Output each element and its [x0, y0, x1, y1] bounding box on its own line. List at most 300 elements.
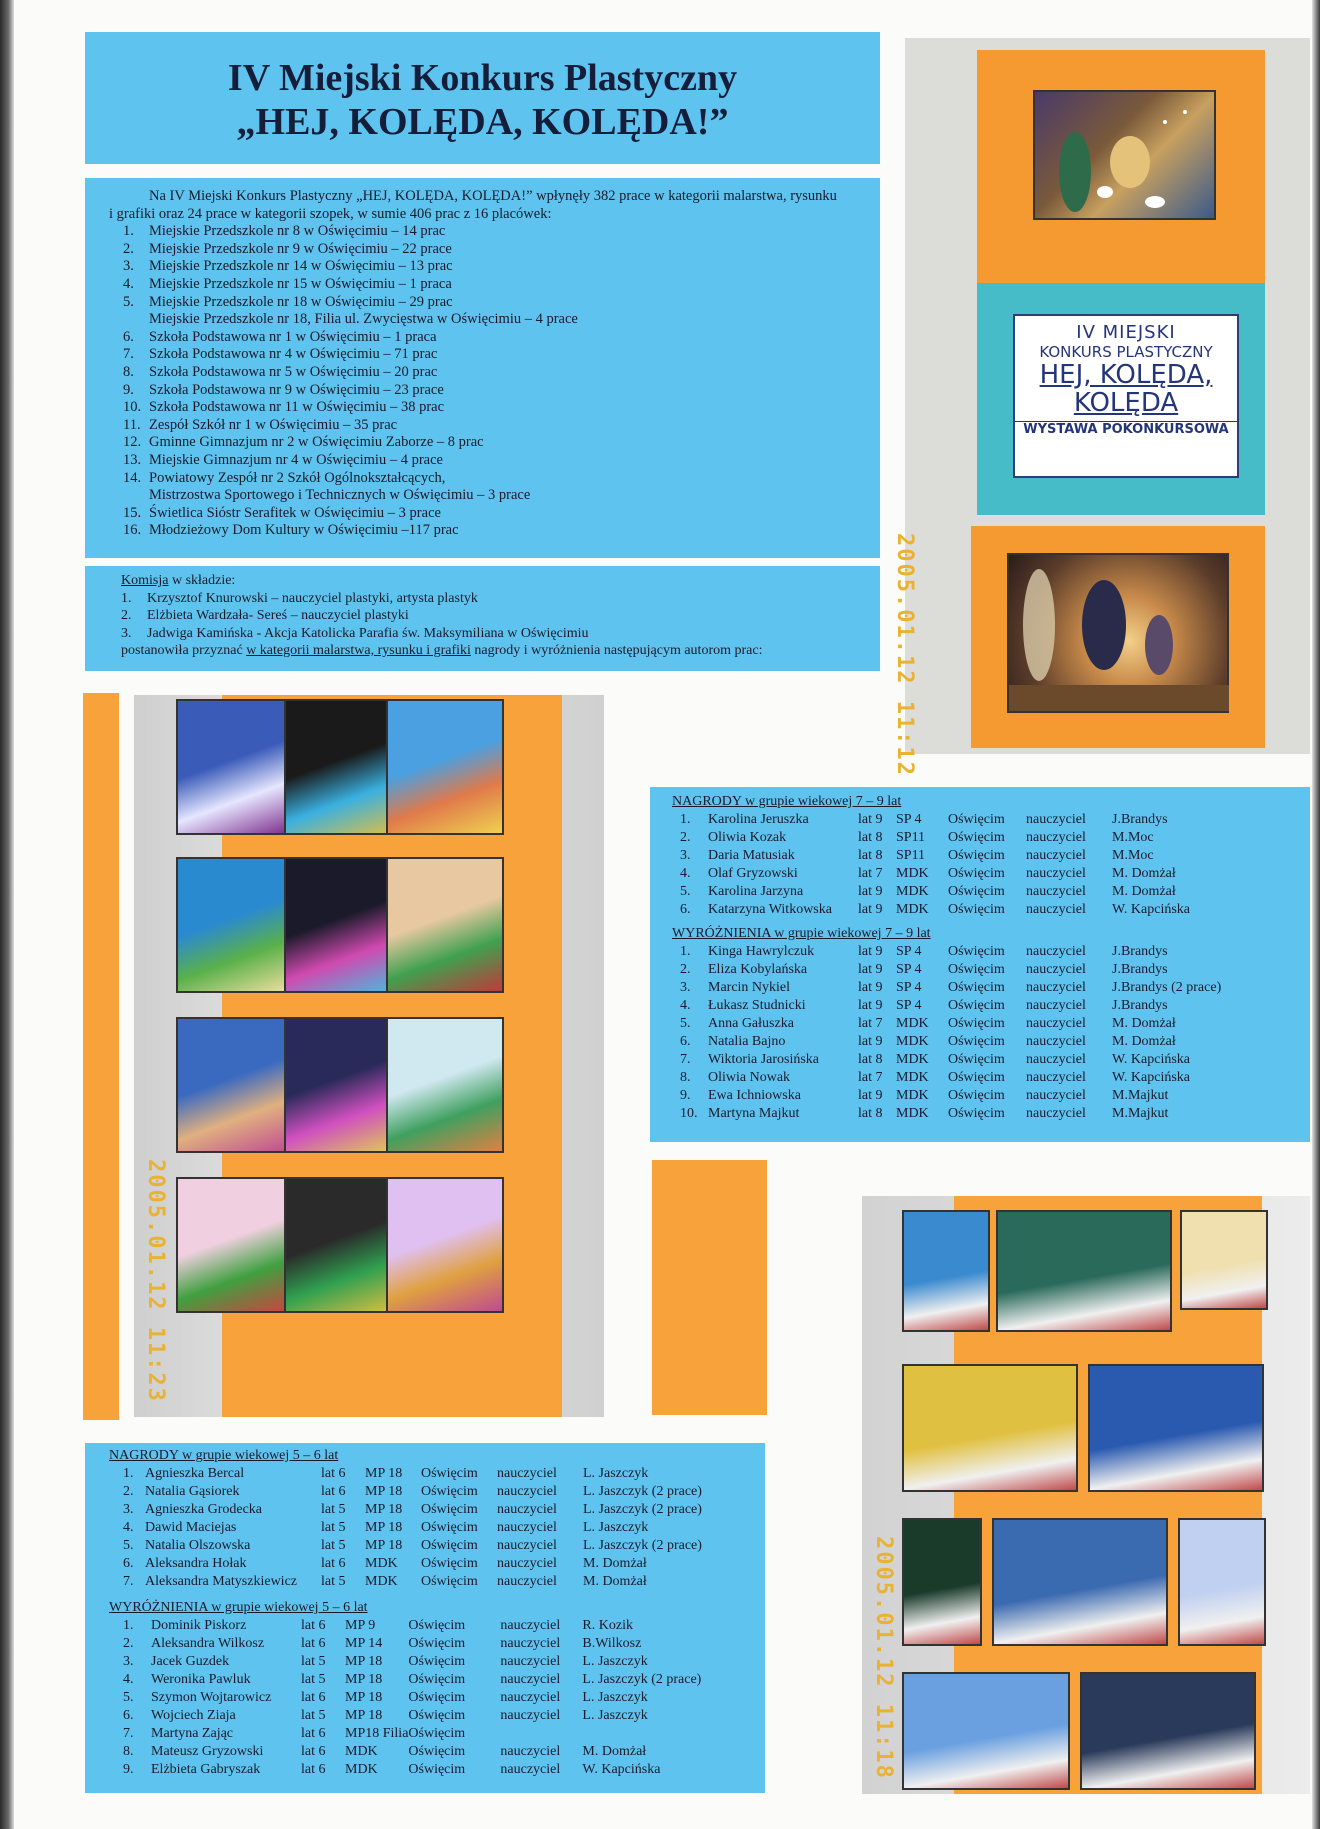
table-cell: SP 4	[896, 944, 922, 959]
table-cell: Oświęcim	[948, 1052, 1005, 1067]
photo-date-stamp-1: 2005.01.12 11:12	[892, 533, 917, 777]
table-cell: L. Jaszczyk (2 prace)	[583, 1538, 702, 1553]
table-cell: Dawid Maciejas	[145, 1520, 237, 1535]
photo-exhibition-center-left	[134, 695, 604, 1417]
list-item	[121, 607, 880, 625]
list-item	[123, 258, 880, 276]
table-cell: lat 9	[858, 1034, 883, 1049]
table-cell: 1.	[680, 944, 691, 959]
table-cell: Kinga Hawrylczuk	[708, 944, 815, 959]
list-item-text: Mistrzostwa Sportowego i Technicznych w Oświęcimiu – 3 prace	[149, 487, 531, 504]
table-cell: Oświęcim	[421, 1574, 478, 1589]
table-row	[123, 1671, 742, 1689]
child-painting	[284, 1017, 402, 1153]
table-row	[123, 1689, 742, 1707]
table-cell: nauczyciel	[500, 1690, 561, 1705]
table-cell: Dominik Piskorz	[151, 1618, 247, 1633]
table-cell: 4.	[680, 998, 691, 1013]
list-item-text: Miejskie Przedszkole nr 18, Filia ul. Zwycięstwa w Oświęcimiu – 4 prace	[149, 311, 578, 328]
list-item-text: Miejskie Przedszkole nr 9 w Oświęcimiu – 22 prace	[149, 240, 452, 257]
painting-nativity-1	[1033, 90, 1216, 220]
table-cell: Oświęcim	[421, 1484, 478, 1499]
child-painting	[176, 1017, 294, 1153]
table-cell: Oświęcim	[408, 1690, 466, 1705]
table-cell: Martyna Majkut	[708, 1106, 800, 1121]
list-item-text: Miejskie Przedszkole nr 15 w Oświęcimiu – 1 praca	[149, 275, 452, 292]
table-cell: SP 4	[896, 980, 922, 995]
table-cell: Aleksandra Hołak	[145, 1556, 247, 1571]
table-cell: nauczyciel	[1026, 1088, 1086, 1103]
table-cell: 8.	[680, 1070, 691, 1085]
list-item	[123, 434, 880, 452]
list-item-number: 6.	[123, 328, 134, 345]
table-cell: 6.	[123, 1708, 134, 1723]
table-cell: SP11	[896, 830, 926, 845]
table-cell: Oświęcim	[421, 1520, 478, 1535]
table-cell: Oświęcim	[948, 830, 1005, 845]
table-cell: 7.	[680, 1052, 691, 1067]
table-cell: SP 4	[896, 962, 922, 977]
child-painting	[176, 1177, 294, 1313]
child-painting	[902, 1672, 1070, 1790]
table-cell: 4.	[680, 866, 691, 881]
table-cell: nauczyciel	[1026, 1106, 1086, 1121]
list-item	[123, 452, 880, 470]
table-cell: nauczyciel	[1026, 848, 1086, 863]
poster-line-1: IV MIEJSKI	[1076, 322, 1176, 343]
table-cell: Oświęcim	[408, 1654, 466, 1669]
child-painting	[176, 699, 294, 835]
table-row	[680, 847, 1282, 865]
table-cell: lat 8	[858, 1052, 883, 1067]
list-item-text: Szkoła Podstawowa nr 4 w Oświęcimiu – 71 prac	[149, 346, 438, 363]
table-cell: Eliza Kobylańska	[708, 962, 808, 977]
table-row	[680, 901, 1282, 919]
table-row	[680, 829, 1282, 847]
table-cell: 6.	[680, 902, 691, 917]
table-cell: Olaf Gryzowski	[708, 866, 798, 881]
table-cell: Oświęcim	[408, 1672, 466, 1687]
photo-exhibition-bottom-right	[862, 1196, 1310, 1794]
photo-exhibition-top-right	[892, 38, 1310, 777]
list-item-text: Miejskie Przedszkole nr 8 w Oświęcimiu – 14 prac	[149, 223, 446, 240]
list-item-number: 14.	[123, 469, 142, 486]
list-item	[121, 625, 880, 643]
table-cell: M. Domżał	[1112, 866, 1176, 881]
list-item-number: 15.	[123, 504, 142, 521]
table-row	[680, 1051, 1282, 1069]
table-cell: M.Majkut	[1112, 1106, 1169, 1121]
table-row	[123, 1617, 742, 1635]
table-row	[123, 1573, 753, 1591]
table-cell: Oświęcim	[408, 1726, 466, 1741]
table-cell: Daria Matusiak	[708, 848, 795, 863]
table-cell: 5.	[680, 884, 691, 899]
table-cell: Oświęcim	[421, 1502, 478, 1517]
table-cell: nauczyciel	[1026, 1034, 1086, 1049]
list-item	[123, 346, 880, 364]
table-cell: lat 6	[321, 1556, 346, 1571]
child-painting	[1180, 1210, 1268, 1310]
table-cell: 5.	[680, 1016, 691, 1031]
table-cell: Oświęcim	[408, 1618, 466, 1633]
list-item-number: 8.	[123, 363, 134, 380]
table-cell: lat 8	[858, 848, 883, 863]
table-cell: nauczyciel	[500, 1744, 561, 1759]
table-cell: Aleksandra Matyszkiewicz	[145, 1574, 297, 1589]
binder-edge	[0, 0, 14, 1829]
table-row	[680, 811, 1282, 829]
photo-date-stamp-3: 2005.01.12 11:18	[871, 1536, 896, 1780]
table-cell: lat 5	[321, 1502, 346, 1517]
table-cell: MDK	[896, 1034, 929, 1049]
table-cell: W. Kapcińska	[1112, 1052, 1191, 1067]
table-row	[123, 1761, 742, 1779]
table-cell: 2.	[680, 962, 691, 977]
table-cell: M.Moc	[1112, 848, 1154, 863]
table-cell: nauczyciel	[500, 1708, 561, 1723]
table-row	[680, 1087, 1282, 1105]
table-cell: MDK	[345, 1762, 378, 1777]
table-cell: J.Brandys (2 prace)	[1112, 980, 1222, 995]
table-cell: Anna Gałuszka	[708, 1016, 794, 1031]
table-cell: B.Wilkosz	[582, 1636, 642, 1651]
distinctions-5-6-table	[123, 1617, 742, 1779]
table-cell: Natalia Gąsiorek	[145, 1484, 240, 1499]
table-cell: Mateusz Gryzowski	[151, 1744, 264, 1759]
list-item-text: Zespół Szkół nr 1 w Oświęcimiu – 35 prac	[149, 416, 398, 433]
table-row	[123, 1653, 742, 1671]
table-cell: Oświęcim	[421, 1466, 478, 1481]
table-row	[123, 1465, 753, 1483]
table-cell: Wojciech Ziaja	[151, 1708, 236, 1723]
table-cell: nauczyciel	[500, 1672, 561, 1687]
table-cell: Marcin Nykiel	[708, 980, 791, 995]
child-painting	[992, 1518, 1168, 1646]
child-painting	[284, 1177, 402, 1313]
table-cell: lat 6	[301, 1762, 326, 1777]
table-cell: M.Majkut	[1112, 1088, 1169, 1103]
table-cell: 4.	[123, 1672, 134, 1687]
table-cell: lat 5	[321, 1574, 346, 1589]
list-item	[121, 590, 880, 608]
list-item	[123, 522, 880, 540]
photo-date-stamp-2: 2005.01.12 11:23	[143, 1159, 168, 1403]
table-cell: L. Jaszczyk (2 prace)	[583, 1502, 702, 1517]
child-painting	[386, 857, 504, 993]
table-cell: Jacek Guzdek	[151, 1654, 230, 1669]
table-cell: lat 6	[301, 1744, 326, 1759]
table-cell: Szymon Wojtarowicz	[151, 1690, 272, 1705]
distinctions-7-9-table	[680, 943, 1282, 1123]
list-item	[123, 505, 880, 523]
table-cell: nauczyciel	[500, 1762, 561, 1777]
table-cell: lat 5	[321, 1538, 346, 1553]
distinctions-5-6-heading: WYRÓŻNIENIA w grupie wiekowej 5 – 6 lat	[109, 1600, 368, 1615]
table-cell: MDK	[896, 866, 929, 881]
list-item	[123, 223, 880, 241]
table-row	[123, 1743, 742, 1761]
table-cell: MDK	[896, 1106, 929, 1121]
list-item-number: 2.	[123, 240, 134, 257]
table-row	[680, 1033, 1282, 1051]
child-painting	[386, 1017, 504, 1153]
child-painting	[1080, 1672, 1256, 1790]
table-cell: MP 9	[345, 1618, 376, 1633]
table-cell: M. Domżał	[1112, 884, 1176, 899]
table-cell: MP 18	[345, 1690, 383, 1705]
table-cell: lat 6	[301, 1618, 326, 1633]
committee-heading-word: Komisja	[121, 573, 169, 588]
table-cell: MP 18	[365, 1484, 403, 1499]
table-cell: J.Brandys	[1112, 962, 1168, 977]
table-cell: Oświęcim	[948, 998, 1005, 1013]
table-cell: 9.	[123, 1762, 134, 1777]
table-cell: nauczyciel	[1026, 998, 1086, 1013]
table-cell: M.Moc	[1112, 830, 1154, 845]
list-item-text: Miejskie Gimnazjum nr 4 w Oświęcimiu – 4 prace	[149, 451, 443, 468]
table-cell: 1.	[123, 1618, 134, 1633]
table-cell: lat 8	[858, 830, 883, 845]
list-item-number: 10.	[123, 399, 142, 416]
table-cell: MP18 Filia	[345, 1726, 409, 1741]
table-cell: 4.	[123, 1520, 134, 1535]
table-cell: lat 5	[301, 1708, 326, 1723]
list-item-text: Szkoła Podstawowa nr 9 w Oświęcimiu – 23 prace	[149, 381, 444, 398]
table-cell: MDK	[896, 902, 929, 917]
table-row	[123, 1537, 753, 1555]
table-cell: MP 18	[365, 1502, 403, 1517]
table-cell: 3.	[680, 848, 691, 863]
list-item-number: 9.	[123, 381, 134, 398]
list-item-number	[123, 311, 149, 329]
table-row	[680, 865, 1282, 883]
closing-c: nagrody i wyróżnienia następującym autorom prac:	[470, 643, 763, 658]
table-cell: lat 9	[858, 944, 883, 959]
poster-line-4: KOLĘDA	[1073, 388, 1179, 418]
table-cell: 7.	[123, 1574, 134, 1589]
table-row	[123, 1555, 753, 1573]
table-cell: lat 5	[321, 1520, 346, 1535]
table-cell: SP 4	[896, 998, 922, 1013]
table-cell: nauczyciel	[500, 1636, 561, 1651]
list-item	[123, 382, 880, 400]
nativity-drawing-1	[1035, 92, 1215, 218]
table-cell: 5.	[123, 1538, 134, 1553]
table-cell: nauczyciel	[500, 1654, 561, 1669]
child-painting	[1088, 1364, 1264, 1492]
list-item-text: Miejskie Przedszkole nr 18 w Oświęcimiu – 29 prac	[149, 293, 453, 310]
table-cell: nauczyciel	[497, 1538, 557, 1553]
table-cell: Oświęcim	[408, 1762, 466, 1777]
table-cell: W. Kapcińska	[1112, 902, 1191, 917]
table-cell: 6.	[123, 1556, 134, 1571]
list-item-number: 1.	[121, 590, 132, 606]
list-item-text: Młodzieżowy Dom Kultury w Oświęcimiu –117 prac	[149, 522, 459, 539]
table-cell: nauczyciel	[497, 1502, 557, 1517]
table-cell	[582, 1725, 742, 1743]
list-item-number: 5.	[123, 293, 134, 310]
table-cell: MDK	[345, 1744, 378, 1759]
closing-a: postanowiła przyznać	[121, 643, 247, 658]
table-row	[123, 1725, 742, 1743]
table-cell: MDK	[896, 1088, 929, 1103]
table-cell: 3.	[123, 1654, 134, 1669]
table-cell: Agnieszka Bercal	[145, 1466, 245, 1481]
table-cell: R. Kozik	[582, 1618, 633, 1633]
distinctions-7-9-heading: WYRÓŻNIENIA w grupie wiekowej 7 – 9 lat	[672, 926, 931, 941]
table-cell: lat 9	[858, 998, 883, 1013]
table-cell: 10.	[680, 1106, 698, 1121]
list-item	[123, 276, 880, 294]
table-cell: 1.	[123, 1466, 134, 1481]
table-cell: SP11	[896, 848, 926, 863]
list-item-text: Gminne Gimnazjum nr 2 w Oświęcimiu Zaborze – 8 prac	[149, 434, 484, 451]
table-cell: MDK	[896, 884, 929, 899]
table-cell: MP 18	[345, 1672, 383, 1687]
table-cell: W. Kapcińska	[1112, 1070, 1191, 1085]
table-row	[680, 979, 1282, 997]
child-painting	[284, 699, 402, 835]
list-item	[123, 329, 880, 347]
table-cell: 3.	[680, 980, 691, 995]
child-painting	[1178, 1518, 1266, 1646]
list-item	[123, 311, 880, 329]
table-cell: MDK	[896, 1070, 929, 1085]
title-line-2: „HEJ, KOLĘDA, KOLĘDA!”	[236, 101, 729, 143]
table-cell: Oświęcim	[948, 848, 1005, 863]
awards-7-9-table	[680, 811, 1282, 919]
table-cell: 9.	[680, 1088, 691, 1103]
table-cell: nauczyciel	[1026, 980, 1086, 995]
table-cell: nauczyciel	[1026, 1016, 1086, 1031]
title-panel	[85, 32, 880, 164]
child-painting	[902, 1210, 990, 1332]
painting-nativity-2	[1007, 553, 1229, 713]
table-cell: nauczyciel	[1026, 944, 1086, 959]
orange-strip-left	[83, 693, 119, 1420]
table-cell: lat 6	[301, 1690, 326, 1705]
list-item-number: 13.	[123, 451, 142, 468]
table-cell: lat 9	[858, 812, 883, 827]
committee-list	[121, 590, 880, 643]
nativity-drawing-2	[1009, 555, 1229, 711]
committee-panel	[85, 566, 880, 671]
exhibition-poster	[1013, 314, 1239, 478]
table-cell: Oświęcim	[408, 1636, 466, 1651]
list-item-text: Krzysztof Knurowski – nauczyciel plastyki, artysta plastyk	[147, 590, 478, 606]
poster-line-3: HEJ, KOLĘDA,	[1039, 360, 1213, 390]
table-cell: Katarzyna Witkowska	[708, 902, 832, 917]
child-painting	[386, 1177, 504, 1313]
list-item-text: Miejskie Przedszkole nr 14 w Oświęcimiu – 13 prac	[149, 258, 453, 275]
table-cell: lat 6	[321, 1484, 346, 1499]
table-cell: nauczyciel	[1026, 1052, 1086, 1067]
table-cell: Oświęcim	[421, 1538, 478, 1553]
table-cell: nauczyciel	[497, 1466, 557, 1481]
child-painting	[386, 699, 504, 835]
table-cell: SP 4	[896, 812, 922, 827]
table-cell: lat 7	[858, 866, 883, 881]
child-painting	[902, 1364, 1078, 1492]
table-cell: Natalia Olszowska	[145, 1538, 251, 1553]
table-cell: nauczyciel	[497, 1556, 557, 1571]
table-cell: 1.	[680, 812, 691, 827]
table-cell: Karolina Jarzyna	[708, 884, 804, 899]
table-cell: MDK	[365, 1574, 398, 1589]
list-item-number: 3.	[123, 258, 134, 275]
list-item-text: Szkoła Podstawowa nr 11 w Oświęcimiu – 38 prac	[149, 399, 445, 416]
list-item-number: 11.	[123, 416, 141, 433]
list-item	[123, 470, 880, 488]
table-cell: nauczyciel	[1026, 902, 1086, 917]
table-cell: Natalia Bajno	[708, 1034, 786, 1049]
table-cell: Łukasz Studnicki	[708, 998, 806, 1013]
table-cell: Oświęcim	[948, 962, 1005, 977]
list-item-number: 1.	[123, 223, 134, 240]
table-cell: L. Jaszczyk (2 prace)	[583, 1484, 702, 1499]
title-line-1: IV Miejski Konkurs Plastyczny	[227, 57, 738, 99]
table-cell: nauczyciel	[1026, 962, 1086, 977]
list-item	[123, 294, 880, 312]
table-cell: Wiktoria Jarosińska	[708, 1052, 820, 1067]
child-painting	[284, 857, 402, 993]
table-cell: Weronika Pawluk	[151, 1672, 251, 1687]
table-cell: L. Jaszczyk	[582, 1708, 648, 1723]
list-item-number: 2.	[121, 608, 132, 623]
table-cell	[500, 1725, 582, 1743]
list-item-number: 16.	[123, 522, 142, 539]
table-row	[123, 1483, 753, 1501]
table-cell: Oświęcim	[948, 884, 1005, 899]
table-cell: M. Domżał	[583, 1556, 647, 1571]
table-cell: MP 14	[345, 1636, 383, 1651]
list-item	[123, 417, 880, 435]
table-cell: nauczyciel	[497, 1484, 557, 1499]
table-row	[680, 943, 1282, 961]
table-row	[123, 1501, 753, 1519]
table-cell: Oświęcim	[948, 812, 1005, 827]
table-cell: Oliwia Kozak	[708, 830, 787, 845]
page-edge	[1312, 0, 1320, 1829]
table-cell: lat 8	[858, 1106, 883, 1121]
awards-5-6-panel	[85, 1443, 765, 1793]
institution-list	[123, 223, 880, 540]
table-cell: Oświęcim	[408, 1744, 466, 1759]
table-cell: Ewa Ichniowska	[708, 1088, 801, 1103]
table-cell: Agnieszka Grodecka	[145, 1502, 263, 1517]
table-cell: Martyna Zając	[151, 1726, 234, 1741]
table-row	[680, 1015, 1282, 1033]
table-cell: J.Brandys	[1112, 944, 1168, 959]
table-cell: J.Brandys	[1112, 998, 1168, 1013]
table-cell: Oświęcim	[948, 944, 1005, 959]
list-item-number	[123, 487, 149, 505]
child-painting	[996, 1210, 1172, 1332]
list-item	[123, 487, 880, 505]
awards-7-9-heading: NAGRODY w grupie wiekowej 7 – 9 lat	[672, 794, 902, 809]
table-cell: 2.	[123, 1484, 134, 1499]
table-cell: J.Brandys	[1112, 812, 1168, 827]
table-cell: MDK	[365, 1556, 398, 1571]
table-cell: lat 6	[321, 1466, 346, 1481]
table-cell: nauczyciel	[497, 1574, 557, 1589]
table-cell: Aleksandra Wilkosz	[151, 1636, 265, 1651]
table-row	[123, 1635, 742, 1653]
list-item	[123, 399, 880, 417]
awards-5-6-table	[123, 1465, 753, 1591]
child-painting	[176, 857, 294, 993]
